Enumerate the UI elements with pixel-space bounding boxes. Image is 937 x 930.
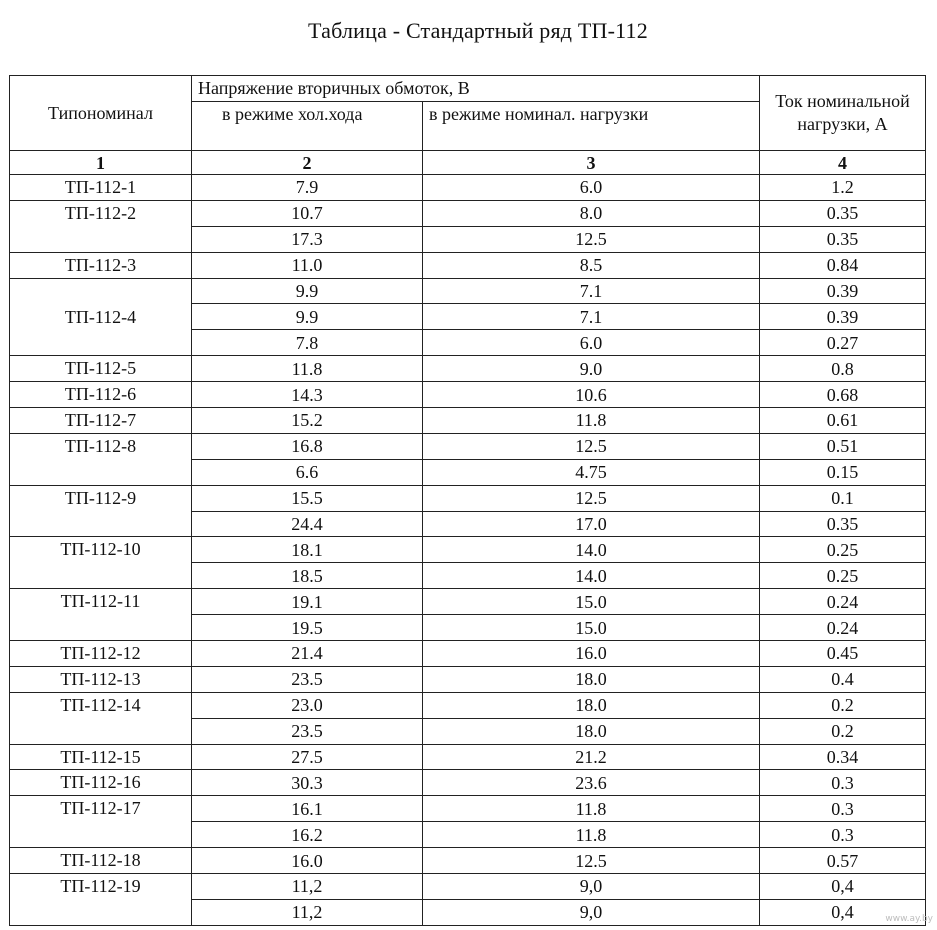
type-cell: ТП-112-2 <box>10 200 192 252</box>
current-cell: 0.34 <box>760 744 926 770</box>
nominal-voltage-cell: 18.0 <box>423 718 760 744</box>
current-cell: 0.1 <box>760 485 926 511</box>
table-row <box>10 796 926 822</box>
idle-voltage-cell: 9.9 <box>192 304 423 330</box>
header-idle: в режиме хол.хода <box>192 102 423 151</box>
idle-voltage-cell: 17.3 <box>192 226 423 252</box>
current-cell: 0.27 <box>760 330 926 356</box>
current-cell: 0.3 <box>760 770 926 796</box>
current-cell: 0.4 <box>760 666 926 692</box>
current-cell: 0.39 <box>760 278 926 304</box>
nominal-voltage-cell: 14.0 <box>423 537 760 563</box>
table-row <box>10 874 926 900</box>
nominal-voltage-cell: 21.2 <box>423 744 760 770</box>
current-cell: 0.84 <box>760 252 926 278</box>
current-cell: 0.3 <box>760 796 926 822</box>
nominal-voltage-cell: 23.6 <box>423 770 760 796</box>
header-voltage-group: Напряжение вторичных обмоток, В <box>192 76 760 102</box>
current-cell: 0.3 <box>760 822 926 848</box>
current-cell: 0.45 <box>760 641 926 667</box>
table-row <box>10 252 926 278</box>
idle-voltage-cell: 18.1 <box>192 537 423 563</box>
column-number: 4 <box>760 151 926 175</box>
nominal-voltage-cell: 6.0 <box>423 175 760 201</box>
table-row <box>10 666 926 692</box>
idle-voltage-cell: 6.6 <box>192 459 423 485</box>
idle-voltage-cell: 16.0 <box>192 848 423 874</box>
current-cell: 0,4 <box>760 899 926 925</box>
type-cell: ТП-112-8 <box>10 433 192 485</box>
idle-voltage-cell: 10.7 <box>192 200 423 226</box>
current-cell: 0.57 <box>760 848 926 874</box>
type-cell: ТП-112-6 <box>10 382 192 408</box>
type-cell: ТП-112-19 <box>10 874 192 926</box>
type-cell: ТП-112-13 <box>10 666 192 692</box>
idle-voltage-cell: 21.4 <box>192 641 423 667</box>
current-cell: 0.35 <box>760 200 926 226</box>
nominal-voltage-cell: 11.8 <box>423 822 760 848</box>
column-number: 2 <box>192 151 423 175</box>
current-cell: 1.2 <box>760 175 926 201</box>
nominal-voltage-cell: 7.1 <box>423 304 760 330</box>
nominal-voltage-cell: 9,0 <box>423 899 760 925</box>
nominal-voltage-cell: 15.0 <box>423 615 760 641</box>
column-number: 1 <box>10 151 192 175</box>
current-cell: 0.24 <box>760 615 926 641</box>
nominal-voltage-cell: 11.8 <box>423 408 760 434</box>
type-cell: ТП-112-18 <box>10 848 192 874</box>
type-cell: ТП-112-11 <box>10 589 192 641</box>
current-cell: 0.25 <box>760 537 926 563</box>
type-cell: ТП-112-15 <box>10 744 192 770</box>
idle-voltage-cell: 27.5 <box>192 744 423 770</box>
table-row <box>10 848 926 874</box>
current-cell: 0.51 <box>760 433 926 459</box>
idle-voltage-cell: 16.2 <box>192 822 423 848</box>
type-cell: ТП-112-14 <box>10 692 192 744</box>
nominal-voltage-cell: 11.8 <box>423 796 760 822</box>
nominal-voltage-cell: 8.0 <box>423 200 760 226</box>
nominal-voltage-cell: 10.6 <box>423 382 760 408</box>
table-row <box>10 200 926 226</box>
current-cell: 0.2 <box>760 692 926 718</box>
type-cell: ТП-112-5 <box>10 356 192 382</box>
nominal-voltage-cell: 7.1 <box>423 278 760 304</box>
idle-voltage-cell: 23.5 <box>192 666 423 692</box>
table-row <box>10 485 926 511</box>
idle-voltage-cell: 15.5 <box>192 485 423 511</box>
type-cell: ТП-112-4 <box>10 278 192 356</box>
type-cell: ТП-112-16 <box>10 770 192 796</box>
table-row <box>10 356 926 382</box>
table-row <box>10 382 926 408</box>
table-title: Таблица - Стандартный ряд ТП-112 <box>308 18 648 43</box>
nominal-voltage-cell: 14.0 <box>423 563 760 589</box>
table-row <box>10 692 926 718</box>
current-cell: 0.15 <box>760 459 926 485</box>
table-row <box>10 175 926 201</box>
current-cell: 0.24 <box>760 589 926 615</box>
idle-voltage-cell: 19.1 <box>192 589 423 615</box>
type-cell: ТП-112-9 <box>10 485 192 537</box>
idle-voltage-cell: 15.2 <box>192 408 423 434</box>
idle-voltage-cell: 7.8 <box>192 330 423 356</box>
current-cell: 0.39 <box>760 304 926 330</box>
current-cell: 0.25 <box>760 563 926 589</box>
idle-voltage-cell: 18.5 <box>192 563 423 589</box>
current-cell: 0.61 <box>760 408 926 434</box>
nominal-voltage-cell: 18.0 <box>423 692 760 718</box>
watermark: www.ay.by <box>885 914 933 924</box>
nominal-voltage-cell: 9.0 <box>423 356 760 382</box>
idle-voltage-cell: 14.3 <box>192 382 423 408</box>
idle-voltage-cell: 11,2 <box>192 874 423 900</box>
nominal-voltage-cell: 16.0 <box>423 641 760 667</box>
table-row <box>10 537 926 563</box>
table-row <box>10 408 926 434</box>
idle-voltage-cell: 11.0 <box>192 252 423 278</box>
idle-voltage-cell: 11.8 <box>192 356 423 382</box>
nominal-voltage-cell: 17.0 <box>423 511 760 537</box>
table-row <box>10 433 926 459</box>
transformer-table <box>9 75 926 926</box>
table-row <box>10 744 926 770</box>
table-row <box>10 770 926 796</box>
nominal-voltage-cell: 15.0 <box>423 589 760 615</box>
table-row <box>10 589 926 615</box>
nominal-voltage-cell: 12.5 <box>423 848 760 874</box>
idle-voltage-cell: 30.3 <box>192 770 423 796</box>
type-cell: ТП-112-10 <box>10 537 192 589</box>
column-number: 3 <box>423 151 760 175</box>
idle-voltage-cell: 16.1 <box>192 796 423 822</box>
nominal-voltage-cell: 4.75 <box>423 459 760 485</box>
idle-voltage-cell: 9.9 <box>192 278 423 304</box>
idle-voltage-cell: 24.4 <box>192 511 423 537</box>
idle-voltage-cell: 23.0 <box>192 692 423 718</box>
idle-voltage-cell: 16.8 <box>192 433 423 459</box>
nominal-voltage-cell: 9,0 <box>423 874 760 900</box>
type-cell: ТП-112-12 <box>10 641 192 667</box>
column-numbers-row <box>10 151 926 175</box>
nominal-voltage-cell: 18.0 <box>423 666 760 692</box>
table-row <box>10 641 926 667</box>
current-cell: 0.35 <box>760 511 926 537</box>
current-cell: 0.8 <box>760 356 926 382</box>
current-cell: 0.68 <box>760 382 926 408</box>
idle-voltage-cell: 7.9 <box>192 175 423 201</box>
header-nominal: в режиме номинал. нагрузки <box>423 102 760 151</box>
idle-voltage-cell: 19.5 <box>192 615 423 641</box>
nominal-voltage-cell: 8.5 <box>423 252 760 278</box>
type-cell: ТП-112-7 <box>10 408 192 434</box>
current-cell: 0.2 <box>760 718 926 744</box>
type-cell: ТП-112-17 <box>10 796 192 848</box>
table-row <box>10 278 926 304</box>
nominal-voltage-cell: 12.5 <box>423 226 760 252</box>
type-cell: ТП-112-1 <box>10 175 192 201</box>
idle-voltage-cell: 11,2 <box>192 899 423 925</box>
header-current: Ток номинальной нагрузки, А <box>760 76 926 151</box>
header-type: Типономинал <box>10 76 192 151</box>
current-cell: 0.35 <box>760 226 926 252</box>
nominal-voltage-cell: 6.0 <box>423 330 760 356</box>
type-cell: ТП-112-3 <box>10 252 192 278</box>
nominal-voltage-cell: 12.5 <box>423 485 760 511</box>
current-cell: 0,4 <box>760 874 926 900</box>
idle-voltage-cell: 23.5 <box>192 718 423 744</box>
nominal-voltage-cell: 12.5 <box>423 433 760 459</box>
